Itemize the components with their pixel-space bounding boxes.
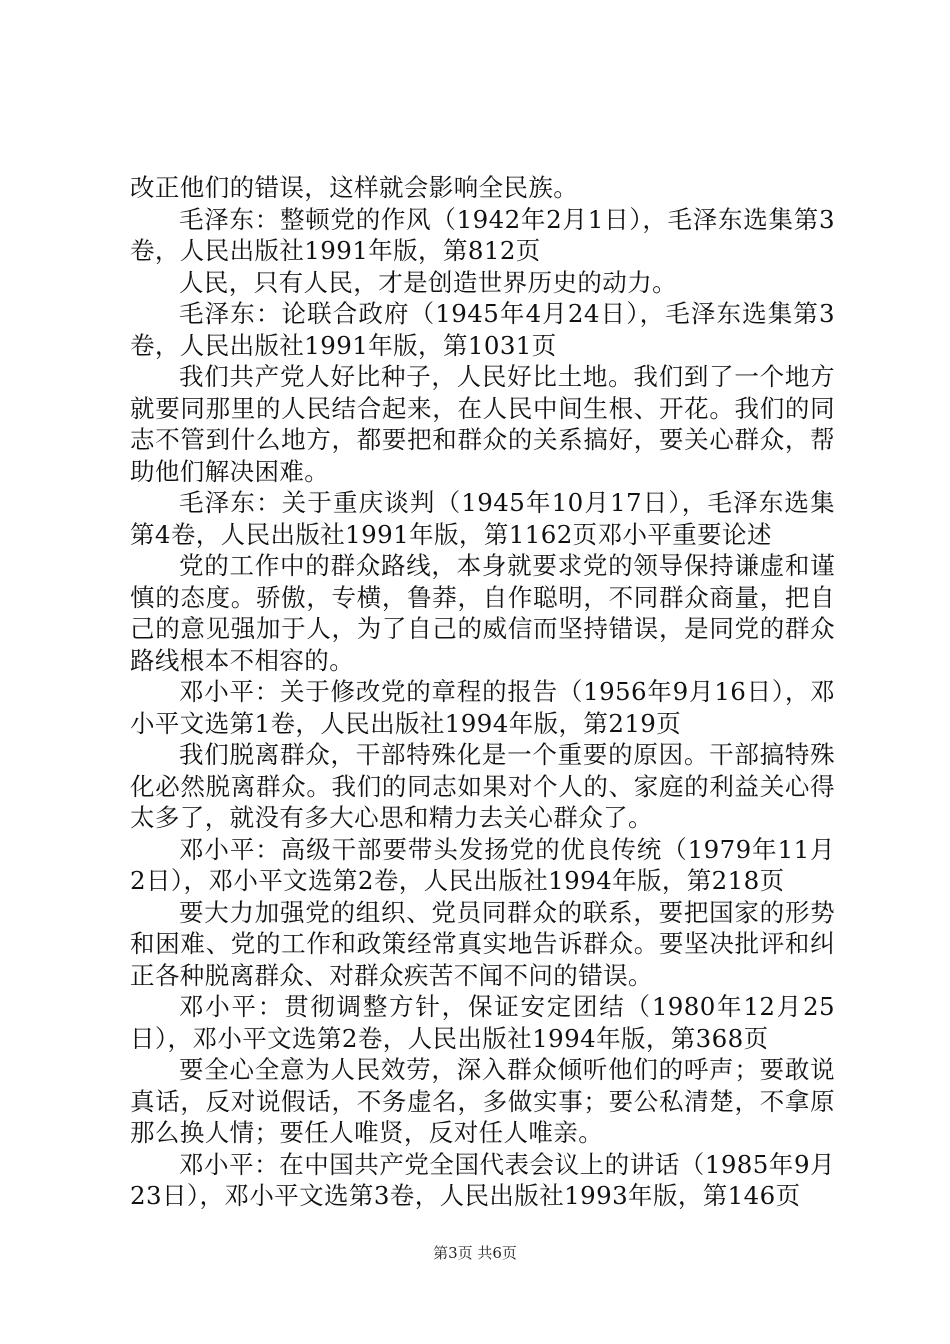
citation-deng-1985: 邓小平：在中国共产党全国代表会议上的讲话（1985年9月23日），邓小平文选第3卷，人民出版社1993年版，第146页 [130,1149,835,1210]
citation-deng-1980: 邓小平：贯彻调整方针，保证安定团结（1980年12月25日），邓小平文选第2卷，人民出版社1994年版，第368页 [130,992,835,1053]
citation-deng-1979: 邓小平：高级干部要带头发扬党的优良传统（1979年11月2日），邓小平文选第2卷，人民出版社1994年版，第218页 [130,834,835,895]
citation-deng-1956: 邓小平：关于修改党的章程的报告（1956年9月16日），邓小平文选第1卷，人民出版社1994年版，第219页 [130,677,835,738]
quote-paragraph: 我们共产党人好比种子，人民好比土地。我们到了一个地方就要同那里的人民结合起来，在人民中间生根、开花。我们的同志不管到什么地方，都要把和群众的关系搞好，要关心群众，帮助他们解决困难。 [130,362,835,486]
quote-paragraph: 要大力加强党的组织、党员同群众的联系，要把国家的形势和困难、党的工作和政策经常真实地告诉群众。要坚决批评和纠正各种脱离群众、对群众疾苦不闻不问的错误。 [130,897,835,990]
quote-paragraph: 要全心全意为人民效劳，深入群众倾听他们的呼声；要敢说真话，反对说假话，不务虚名，多做实事；要公私清楚，不拿原那么换人情；要任人唯贤，反对任人唯亲。 [130,1055,835,1147]
paragraph-continuation: 改正他们的错误，这样就会影响全民族。 [130,173,579,202]
citation-mao-1945-chongqing: 毛泽东：关于重庆谈判（1945年10月17日），毛泽东选集第4卷，人民出版社1991年版，第1162页邓小平重要论述 [130,488,835,549]
quote-paragraph: 我们脱离群众，干部特殊化是一个重要的原因。干部搞特殊化必然脱离群众。我们的同志如果对个人的、家庭的利益关心得太多了，就没有多大心思和精力去关心群众了。 [130,740,835,832]
citation-mao-1942: 毛泽东：整顿党的作风（1942年2月1日），毛泽东选集第3卷，人民出版社1991年版，第812页 [130,204,835,265]
document-body [130,172,835,1212]
citation-mao-1945-coalition: 毛泽东：论联合政府（1945年4月24日），毛泽东选集第3卷，人民出版社1991年版，第1031页 [130,299,835,360]
quote-paragraph: 党的工作中的群众路线，本身就要求党的领导保持谦虚和谨慎的态度。骄傲，专横，鲁莽，自作聪明，不同群众商量，把自己的意见强加于人，为了自己的威信而坚持错误，是同党的群众路线根本不相容的。 [130,551,835,675]
quote-paragraph: 人民，只有人民，才是创造世界历史的动力。 [179,267,677,297]
page-footer [0,1243,950,1263]
page-number: 第3页 共6页 [433,1244,517,1262]
